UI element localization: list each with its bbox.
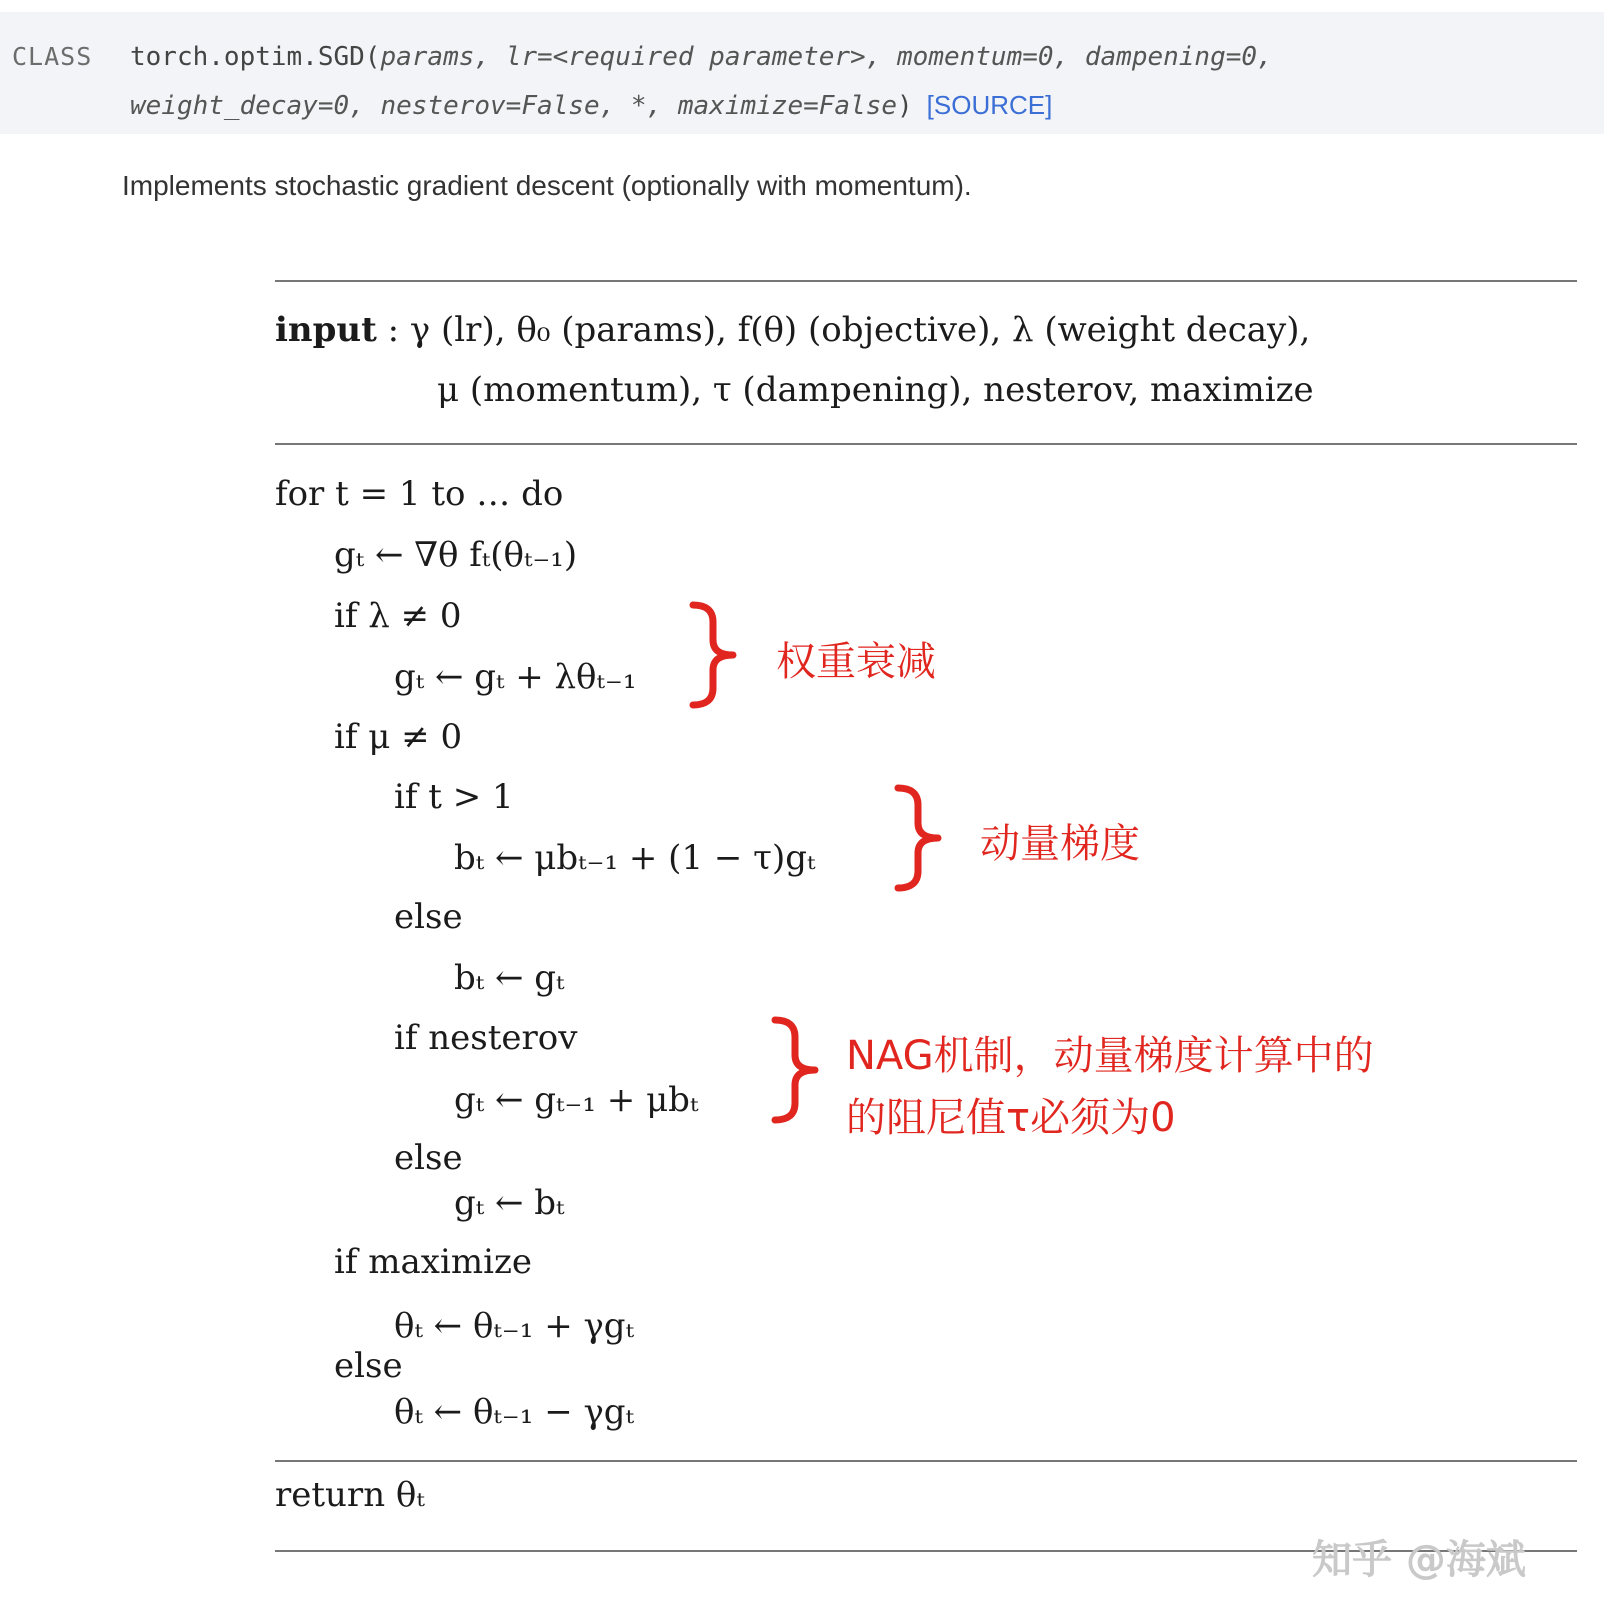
if-nesterov-line: if nesterov [394, 1018, 578, 1058]
else-line-1: else [394, 897, 463, 937]
annotation-nag-line-1: NAG机制，动量梯度计算中的 [846, 1033, 1374, 1079]
maximize-update-line: θₜ ← θₜ₋₁ + γgₜ [394, 1306, 634, 1346]
annotation-nag-line-2: 的阻尼值τ必须为0 [846, 1095, 1176, 1141]
grad-line: gₜ ← ∇θ fₜ(θₜ₋₁) [334, 535, 578, 575]
annotation-momentum-gradient: 动量梯度 [980, 821, 1140, 867]
annotation-weight-decay: 权重衰减 [776, 639, 936, 685]
input-params-1: : γ (lr), θ₀ (params), f(θ) (objective), λ (weight decay), [387, 310, 1311, 350]
signature-block [0, 12, 1604, 134]
signature-function-name: torch.optim.SGD( [130, 42, 381, 72]
signature-line-2 [130, 90, 1052, 121]
signature-line-1 [130, 42, 1273, 72]
else-line-2: else [394, 1138, 463, 1178]
brace-weight-decay-icon [688, 600, 748, 710]
input-line-1 [275, 310, 1310, 350]
g-equals-b-line: gₜ ← bₜ [454, 1183, 565, 1223]
signature-params-1: params, lr=<required parameter>, momentum=0, dampening=0, [380, 42, 1273, 72]
momentum-init-line: bₜ ← gₜ [454, 958, 565, 998]
nesterov-line: gₜ ← gₜ₋₁ + μbₜ [454, 1080, 699, 1120]
brace-momentum-icon [893, 783, 953, 893]
momentum-update-line: bₜ ← μbₜ₋₁ + (1 − τ)gₜ [454, 838, 816, 878]
signature-close-paren: ) [897, 91, 913, 121]
for-loop-line: for t = 1 to … do [275, 474, 564, 514]
if-maximize-line: if maximize [334, 1242, 532, 1282]
if-weight-decay-line: if λ ≠ 0 [334, 596, 462, 636]
input-line-2: μ (momentum), τ (dampening), nesterov, maximize [437, 370, 1314, 410]
else-line-3: else [334, 1346, 403, 1386]
rule-bottom [275, 1460, 1577, 1462]
signature-params-2: weight_decay=0, nesterov=False, *, maximize=False [130, 91, 898, 121]
watermark: 知乎 @海斌 [1312, 1537, 1526, 1583]
source-link[interactable]: [SOURCE] [926, 90, 1053, 120]
class-keyword: CLASS [12, 42, 93, 71]
rule-top [275, 280, 1577, 282]
if-momentum-line: if μ ≠ 0 [334, 717, 463, 757]
rule-mid [275, 443, 1577, 445]
minimize-update-line: θₜ ← θₜ₋₁ − γgₜ [394, 1392, 634, 1432]
weight-decay-line: gₜ ← gₜ + λθₜ₋₁ [394, 657, 637, 697]
if-t-line: if t > 1 [394, 777, 514, 817]
input-keyword: input [275, 310, 377, 350]
return-line: return θₜ [275, 1475, 425, 1515]
description: Implements stochastic gradient descent (optionally with momentum). [122, 170, 972, 201]
brace-nag-icon [770, 1015, 830, 1125]
